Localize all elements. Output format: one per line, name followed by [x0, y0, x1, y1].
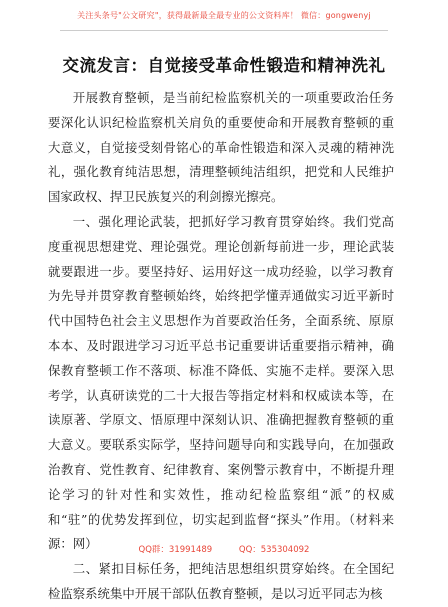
header-banner: 关注头条号"公文研究"，获得最新最全最专业的公文资料库！ 微信：gongwenyj [77, 11, 371, 20]
page-footer [0, 543, 448, 555]
document-title: 交流发言：自觉接受革命性锻造和精神洗礼 [62, 56, 386, 75]
document-body [48, 86, 394, 607]
header-divider [60, 30, 388, 31]
footer-qq-group: QQ群：31991489 [138, 545, 213, 555]
footer-qq: QQ：535304092 [238, 545, 310, 555]
paragraph-section-1: 一、强化理论武装，把抓好学习教育贯穿始终。我们党高度重视思想建党、理论强党。理论创新每前进一步，理论武装就要跟进一步。要坚持好、运用好这一成功经验，以学习教育为先导并贯穿教育整顿始终，始终把学懂弄通做实习近平新时代中国特色社会主义思想作为首要政治任务，全面系统、原原本本、及时跟进学习习近平总书记重要讲话重要指示精神，确保教育整顿工作不落项、标准不降低、实施不走样。要深入思考学，认真研读党的二十大报告等指定材料和权威读本等，在读原著、学原文、悟原理中深刻认识、准确把握教育整顿的重大意义。要联系实际学，坚持问题导向和实践导向，在加强政治教育、党性教育、纪律教育、案例警示教育中，不断提升理论学习的针对性和实效性，推动纪检监察组“派”的权威和“驻”的优势发挥到位，切实起到监督“探头”作用。（材料来源：网） [48, 213, 394, 552]
paragraph-section-2: 二、紧扣目标任务，把纯洁思想组织贯穿始终。在全国纪检监察系统集中开展干部队伍教育整顿，是以习近平同志为核 [48, 561, 394, 601]
paragraph-intro: 开展教育整顿，是当前纪检监察机关的一项重要政治任务要深化认识纪检监察机关肩负的重要使命和开展教育整顿的重大意义，自觉接受刻骨铭心的革命性锻造和深入灵魂的精神洗礼，强化教育纯洁思想，清理整顿纯洁组织，把党和人民维护国家政权、捍卫民族复兴的利剑擦光擦亮。 [48, 90, 394, 205]
